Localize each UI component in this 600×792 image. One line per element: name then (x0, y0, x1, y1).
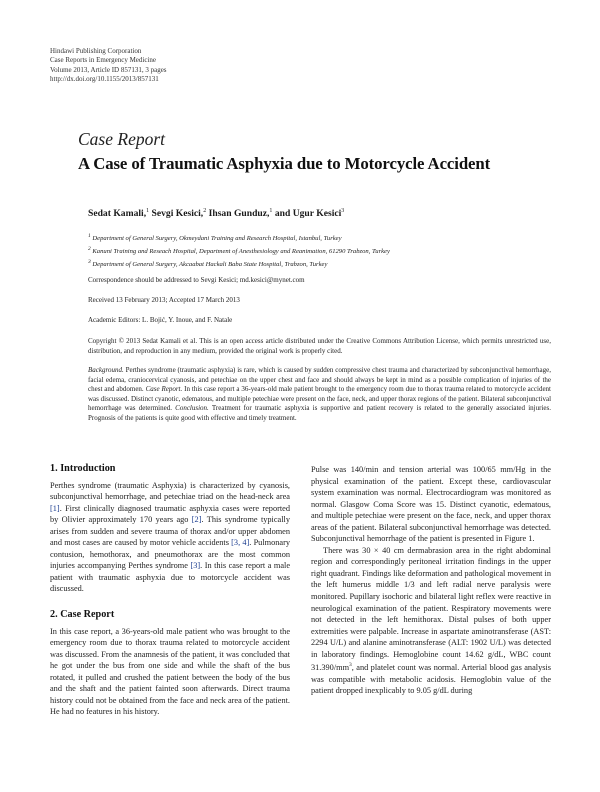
abstract-conclusion-text: Treatment for traumatic asphyxia is supportive and patient recovery is related to the generally associated injuries. Prognosis of the patients is quite good with effective and timely treatment. (88, 404, 551, 422)
article-kind: Case Report (78, 129, 166, 149)
journal-publisher: Hindawi Publishing Corporation (50, 47, 142, 55)
affiliation (88, 244, 390, 257)
abstract-case-text: In this case report a 36-years-old male patient brought to the emergency room due to thorax trauma related to motorcycle accident was discussed. Distinct cyanotic, edematous, and multiple petechiae were present on the face, neck, and upper thorax regions of the patient. Bilateral subconjunctival hemorrhage was determined. (88, 385, 552, 413)
intro-text: . First clinically diagnosed traumatic asphyxia cases were reported by Olivier approximately 170 years ago (50, 503, 290, 525)
section-heading-case-report: 2. Case Report (50, 609, 115, 621)
intro-text: Perthes syndrome (traumatic Asphyxia) is characterized by cyanosis, subconjunctival hemorrhage, and petechiae triad on the head-neck area (50, 480, 290, 502)
copyright-license: Copyright © 2013 Sedat Kamali et al. This is an open access article distributed under the Creative Commons Attribution License, which permits unrestricted use, distribution, and reproduction in any medium, provided the original work is properly cited. (88, 337, 551, 355)
author-name: Sedat Kamali, (88, 208, 147, 220)
affiliation-text: Department of General Surgery, Akcaabat Hackali Baba State Hospital, Trabzon, Turkey (92, 261, 328, 269)
abstract-conclusion-label: Conclusion. (175, 404, 209, 413)
affiliation-mark: 2 (88, 246, 91, 253)
citation-link[interactable]: [1] (50, 503, 60, 513)
findings-paragraph (311, 545, 551, 697)
author-name: and Ugur Kesici (274, 208, 342, 220)
affiliation-list (88, 231, 390, 271)
author-list (88, 208, 344, 219)
right-column (311, 464, 551, 697)
author-affiliation-mark: 1 (269, 208, 273, 214)
findings-text: There was 30 × 40 cm dermabrasion area in the right abdominal region and correspondingly peritoneal irritation findings in the upper right quadrant. Findings like deformation and pathological movement in the left humerus middle 1/3 and left radial nerve paralysis were monitored. Pupillary isochoric and bilateral light reflex were reactive in neurological examination of the patient. Respiratory movements were not detected in the left hemithorax. Distal pulses of both upper extremities were palpable. Increase in aspartate aminotransferase (AST: 2294 U/L) and alanine aminotransferase (ALT: 1902 U/L) was detected in laboratory findings. Hemoglobine count 14.62 g/dL, WBC count 31.390/mm (311, 545, 551, 673)
author-name: Ihsan Gunduz, (208, 208, 270, 220)
abstract-background-text: Perthes syndrome (traumatic asphyxia) is rare, which is caused by sudden compressive chest trauma and characterized by subconjunctival hemorrhage, facial edema, craniocervical cyanosis, and petechiae on the upper chest and face and should always be kept in mind as a possible complication of injuries of the chest and abdomen. (88, 366, 552, 394)
affiliation-text: Department of General Surgery, Okmeydani Training and Research Hospital, Istanbul, Turkey (92, 235, 342, 243)
intro-text: . In this case report a male patient with traumatic asphyxia due to motorcycle accident was discussed. (50, 561, 291, 594)
abstract (88, 366, 551, 423)
affiliation (88, 257, 390, 270)
affiliation-text: Kanuni Training and Reseach Hospital, Department of Anesthesiology and Reanimation, 61290 Trabzon, Turkey (92, 248, 390, 256)
affiliation-mark: 1 (88, 233, 91, 239)
affiliation (88, 231, 390, 244)
author-affiliation-mark: 1 (146, 208, 150, 214)
received-dates: Received 13 February 2013; Accepted 17 March 2013 (88, 296, 240, 304)
left-column (50, 463, 290, 718)
affiliation-mark: 3 (88, 259, 91, 266)
case-paragraph: In this case report, a 36-years-old male patient who was brought to the emergency room due to thorax trauma related to motorcycle accident was discussed. From the anamnesis of the patient, it was concluded that he got under the bus from one side and while the shaft of the bus rotated, it pulled and crushed the patient between the body of the bus and the shaft and the patient fainted soon afterwards. Direct trauma history could not be obtained from the face and neck area of the patient. He had no features in his history. (50, 626, 290, 717)
correspondence: Correspondence should be addressed to Sevgi Kesici; md.kesici@mynet.com (88, 276, 305, 284)
volume-info: Volume 2013, Article ID 857131, 3 pages (50, 65, 167, 74)
author-affiliation-mark: 3 (341, 208, 345, 214)
doi-link[interactable]: http://dx.doi.org/10.1155/2013/857131 (50, 75, 159, 84)
article-title: A Case of Traumatic Asphyxia due to Motorcycle Accident (78, 154, 491, 173)
intro-text: . This syndrome typically arises from sudden and severe trauma of thorax and/or upper abdomen and most cases are caused by motor vehicle accidents (50, 515, 290, 548)
citation-link[interactable]: [2] (191, 515, 202, 525)
intro-paragraph (50, 480, 290, 595)
journal-name: Case Reports in Emergency Medicine (50, 56, 157, 65)
publisher-info (50, 47, 167, 85)
section-heading-introduction: 1. Introduction (50, 463, 116, 474)
author-name: Sevgi Kesici, (151, 208, 204, 220)
intro-text: . Pulmonary contusion, hemothorax, and pneumothorax are the most common injuries accompanying Perthes syndrome (50, 538, 290, 571)
author-affiliation-mark: 2 (203, 208, 207, 214)
abstract-background-label: Background. (88, 366, 124, 374)
exam-paragraph: Pulse was 140/min and tension arterial was 100/65 mm/Hg in the physical examination of the patient. Except these, cardiovascular system examination was normal. Electrocardiogram was monitored as normal. Glasgow Coma Score was 15. Distinct cyanotic, edematous, and multiple petechiae were present on the face, neck, and upper thorax areas of the patient. Bilateral subconjunctival hemorrhage was detected. Subconjunctival hemorrhage of the patient is presented in Figure 1. (311, 465, 551, 544)
citation-link[interactable]: [3] (190, 561, 201, 571)
citation-link[interactable]: [3, 4] (231, 538, 250, 548)
academic-editors: Academic Editors: L. Bojić, Y. Inoue, and F. Natale (88, 316, 233, 324)
superscript: 3 (349, 662, 352, 669)
findings-text: , and platelet count was normal. Arterial blood gas analysis was compatible with metabolic acidosis. Hemoglobin value of the patient dropped inexplicably to 9.05 g/dL during (311, 663, 551, 696)
abstract-case-label: Case Report. (145, 385, 183, 394)
